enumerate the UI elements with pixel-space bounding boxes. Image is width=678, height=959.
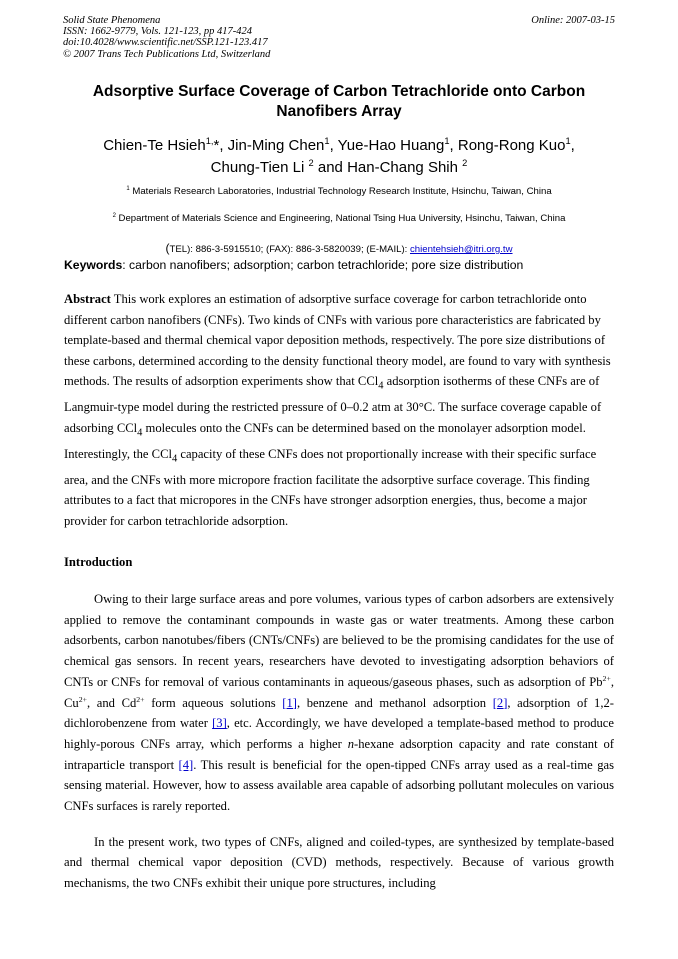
subscript: 4 bbox=[137, 427, 143, 439]
body-text: , and Cd bbox=[87, 695, 137, 710]
corresponding-mark: * bbox=[213, 137, 220, 154]
separator: , bbox=[570, 137, 575, 154]
affiliation-number: 2 bbox=[112, 212, 116, 219]
author-line-2 bbox=[64, 157, 614, 179]
introduction-body bbox=[64, 589, 614, 894]
affiliation-2 bbox=[64, 212, 614, 225]
affiliation-number: 1 bbox=[126, 185, 130, 192]
author-name: , Yue-Hao Huang bbox=[329, 137, 445, 154]
issn: ISSN: 1662-9779, Vols. 121-123, pp 417-424 bbox=[63, 26, 252, 38]
copyright: © 2007 Trans Tech Publications Ltd, Switzerland bbox=[63, 48, 271, 60]
body-text: form aqueous solutions bbox=[144, 695, 283, 710]
email-link[interactable]: chientehsieh@itri.org.tw bbox=[409, 244, 513, 255]
affiliation-mark: 1, bbox=[205, 136, 214, 146]
affiliation-text: Department of Materials Science and Engineering, National Tsing Hua University, Hsinchu, Taiwan, China bbox=[118, 213, 566, 224]
author-line-1 bbox=[64, 135, 614, 157]
body-text: , adsorption of 1,2-dichlorobenzene from water bbox=[64, 695, 614, 731]
body-text: . This result is beneficial for the open-tipped CNFs array used as a real-time gas sensing material. However, how to assess available area capable of adsorbing pollutant molecules on various CNFs surfaces is rarely reported. bbox=[64, 757, 614, 814]
section-heading: Introduction bbox=[64, 555, 133, 569]
affiliation-text: Materials Research Laboratories, Industrial Technology Research Institute, Hsinchu, Taiwan, China bbox=[132, 186, 552, 197]
affiliation-mark: 1 bbox=[324, 136, 330, 146]
superscript: 2+ bbox=[602, 673, 611, 683]
contact-paren: ( bbox=[165, 241, 170, 255]
abstract-text: molecules onto the CNFs can be determined based on the monolayer adsorption model. Interestingly, the CCl bbox=[64, 420, 586, 461]
contact-text: TEL): 886-3-5915510; (FAX): 886-3-5820039; (E-MAIL): bbox=[169, 244, 410, 255]
abstract-text: adsorption isotherms of these CNFs are of Langmuir-type model during the restricted pressure of 0–0.2 atm at 30°C. The surface coverage capable of adsorbing CCl bbox=[64, 374, 602, 435]
author-name: Chien-Te Hsieh bbox=[103, 137, 206, 154]
abstract-label: Abstract bbox=[64, 292, 111, 306]
abstract-text: This work explores an estimation of adsorptive surface coverage for carbon tetrachloride onto different carbon nanofibers (CNFs). Two kinds of CNFs with various pore characteristics are fabricated by template-based and thermal chemical vapor deposition methods, respectively. The pore size distributions of these carbons, determined according to the density functional theory model, are found to vary with synthesis methods. The results of adsorption experiments show that CCl bbox=[64, 292, 611, 388]
author-list bbox=[64, 135, 614, 179]
author-name: Han-Chang Shih bbox=[347, 159, 458, 176]
body-text: -hexane adsorption capacity and rate constant of intraparticle transport bbox=[64, 736, 614, 772]
abstract-text: capacity of these CNFs does not proportionally increase with their specific surface area, and the CNFs with more micropore fraction facilitate the adsorptive surface coverage. This finding attributes to a fact that micropores in the CNFs have stronger adsorption energies, thus, become a major provider for carbon tetrachloride adsorption. bbox=[64, 446, 597, 528]
subscript: 4 bbox=[378, 380, 384, 392]
body-text: Owing to their large surface areas and pore volumes, various types of carbon adsorbers are extensively applied to remove the contaminant compounds in waste gas or water treatments. Among these carbon adsorbents, carbon nanotubes/fibers (CNTs/CNFs) are believed to be the promising candidates for the use of chemical gas sensors. In recent years, researchers have devoted to investigating adsorption behaviors of CNTs or CNFs for removal of various contaminants in aqueous/gaseous phases, such as adsorption of Pb bbox=[64, 592, 614, 689]
abstract-paragraph bbox=[64, 289, 614, 531]
superscript: 2+ bbox=[78, 694, 87, 704]
journal-meta bbox=[63, 15, 270, 60]
affiliation-1 bbox=[64, 185, 614, 198]
author-name: , Jin-Ming Chen bbox=[219, 137, 325, 154]
citation-link[interactable]: [3] bbox=[212, 716, 227, 731]
abstract bbox=[64, 289, 614, 531]
affiliation-mark: 1 bbox=[565, 136, 571, 146]
keywords bbox=[64, 258, 624, 272]
affiliation-mark: 1 bbox=[444, 136, 450, 146]
citation-link[interactable]: [2] bbox=[492, 695, 508, 710]
contact-info bbox=[64, 242, 614, 256]
doi: doi:10.4028/www.scientific.net/SSP.121-123.417 bbox=[63, 37, 268, 49]
subscript: 4 bbox=[171, 453, 178, 465]
italic-text: n bbox=[347, 736, 354, 751]
keywords-label: Keywords bbox=[64, 258, 123, 272]
body-text: , Cu bbox=[64, 674, 614, 710]
conjunction: and bbox=[313, 159, 348, 176]
online-date: Online: 2007-03-15 bbox=[531, 15, 615, 26]
affiliation-mark: 2 bbox=[308, 158, 314, 168]
title-line-1: Adsorptive Surface Coverage of Carbon Tetrachloride onto Carbon bbox=[92, 83, 586, 100]
citation-link[interactable]: [4] bbox=[178, 757, 194, 772]
affiliation-mark: 2 bbox=[462, 158, 468, 168]
body-text: , etc. Accordingly, we have developed a template-based method to produce highly-porous CNFs array, which performs a higher bbox=[64, 716, 614, 751]
intro-paragraph-1 bbox=[64, 589, 614, 817]
body-text: , benzene and methanol adsorption bbox=[296, 695, 493, 710]
citation-link[interactable]: [1] bbox=[282, 695, 297, 710]
intro-paragraph-2: In the present work, two types of CNFs, aligned and coiled-types, are synthesized by template-based and thermal chemical vapor deposition (CVD) methods, respectively. Because of various growth mechanisms, the two CNFs exhibit their unique pore structures, including bbox=[64, 834, 614, 891]
paper-title bbox=[64, 82, 614, 122]
keywords-text: : carbon nanofibers; adsorption; carbon tetrachloride; pore size distribution bbox=[122, 258, 524, 272]
author-name: Chung-Tien Li bbox=[210, 159, 305, 176]
title-line-2: Nanofibers Array bbox=[276, 103, 402, 120]
author-name: , Rong-Rong Kuo bbox=[449, 137, 566, 154]
superscript: 2+ bbox=[136, 694, 145, 704]
journal-name: Solid State Phenomena bbox=[63, 15, 161, 26]
